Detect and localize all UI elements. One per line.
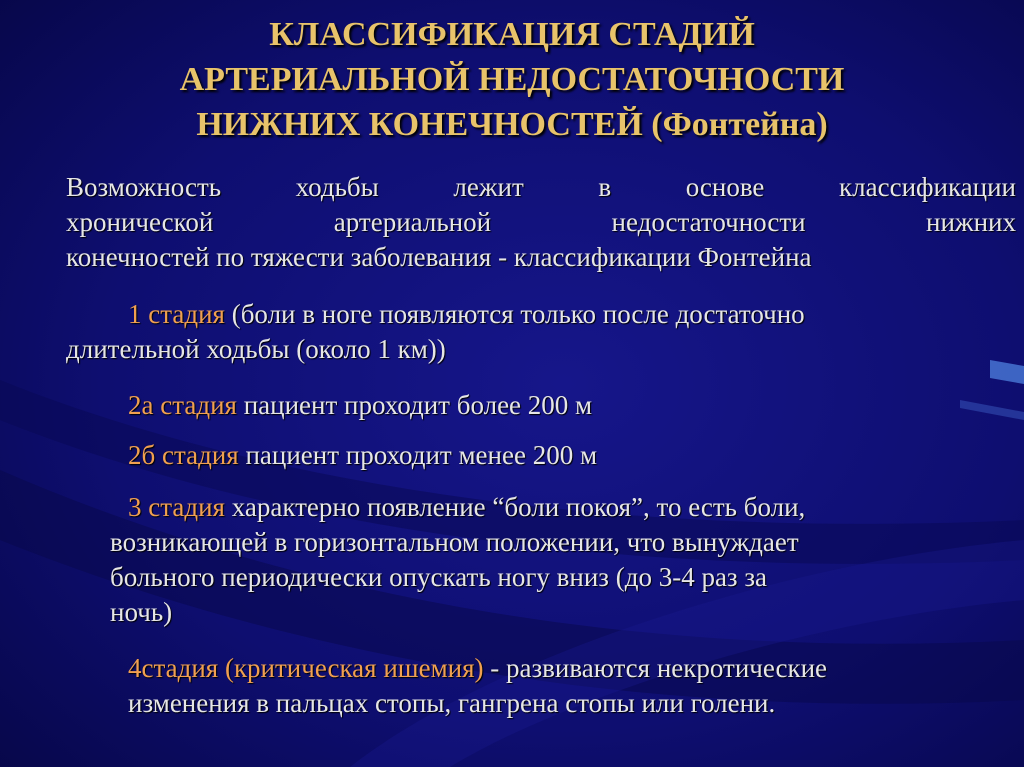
stage-3-text-line-4: ночь) (110, 597, 173, 627)
stage-4-label: 4стадия (критическая ишемия) (128, 653, 484, 683)
stage-3-label: 3 стадия (128, 492, 225, 522)
slide-title (0, 12, 1024, 147)
stage-4-text-line-2: изменения в пальцах стопы, гангрена стопы или голени. (128, 688, 776, 718)
intro-line-1: Возможность ходьбы лежит в основе классификации (66, 172, 1016, 202)
stage-3-text: характерно появление “боли покоя”, то есть боли, (224, 492, 806, 522)
stage-1-text-line-2: длительной ходьбы (около 1 км)) (66, 334, 446, 364)
stage-2b-text: пациент проходит менее 200 м (238, 440, 598, 470)
stage-2a (128, 388, 592, 423)
stage-2a-label: 2а стадия (128, 390, 237, 420)
stage-1-label: 1 стадия (128, 299, 225, 329)
stage-2a-text: пациент проходит более 200 м (236, 390, 593, 420)
stage-2b-label: 2б стадия (128, 440, 239, 470)
stage-4 (128, 651, 827, 721)
intro-line-2: хронической артериальной недостаточности нижних (66, 207, 1016, 237)
intro-line-3: конечностей по тяжести заболевания - классификации Фонтейна (66, 242, 812, 272)
stage-3 (110, 490, 805, 630)
stage-1 (66, 297, 805, 367)
stage-3-text-line-2: возникающей в горизонтальном положении, что вынуждает (110, 527, 799, 557)
stage-4-text: - развиваются некротические (483, 653, 828, 683)
stage-1-text: (боли в ноге появляются только после достаточно (224, 299, 805, 329)
title-line-1: КЛАССИФИКАЦИЯ СТАДИЙ (269, 16, 755, 53)
title-line-3: НИЖНИХ КОНЕЧНОСТЕЙ (Фонтейна) (196, 106, 828, 143)
stage-3-text-line-3: больного периодически опускать ногу вниз (до 3-4 раз за (110, 562, 767, 592)
stage-2b (128, 438, 597, 473)
intro-paragraph (66, 170, 1016, 275)
title-line-2: АРТЕРИАЛЬНОЙ НЕДОСТАТОЧНОСТИ (179, 61, 845, 98)
